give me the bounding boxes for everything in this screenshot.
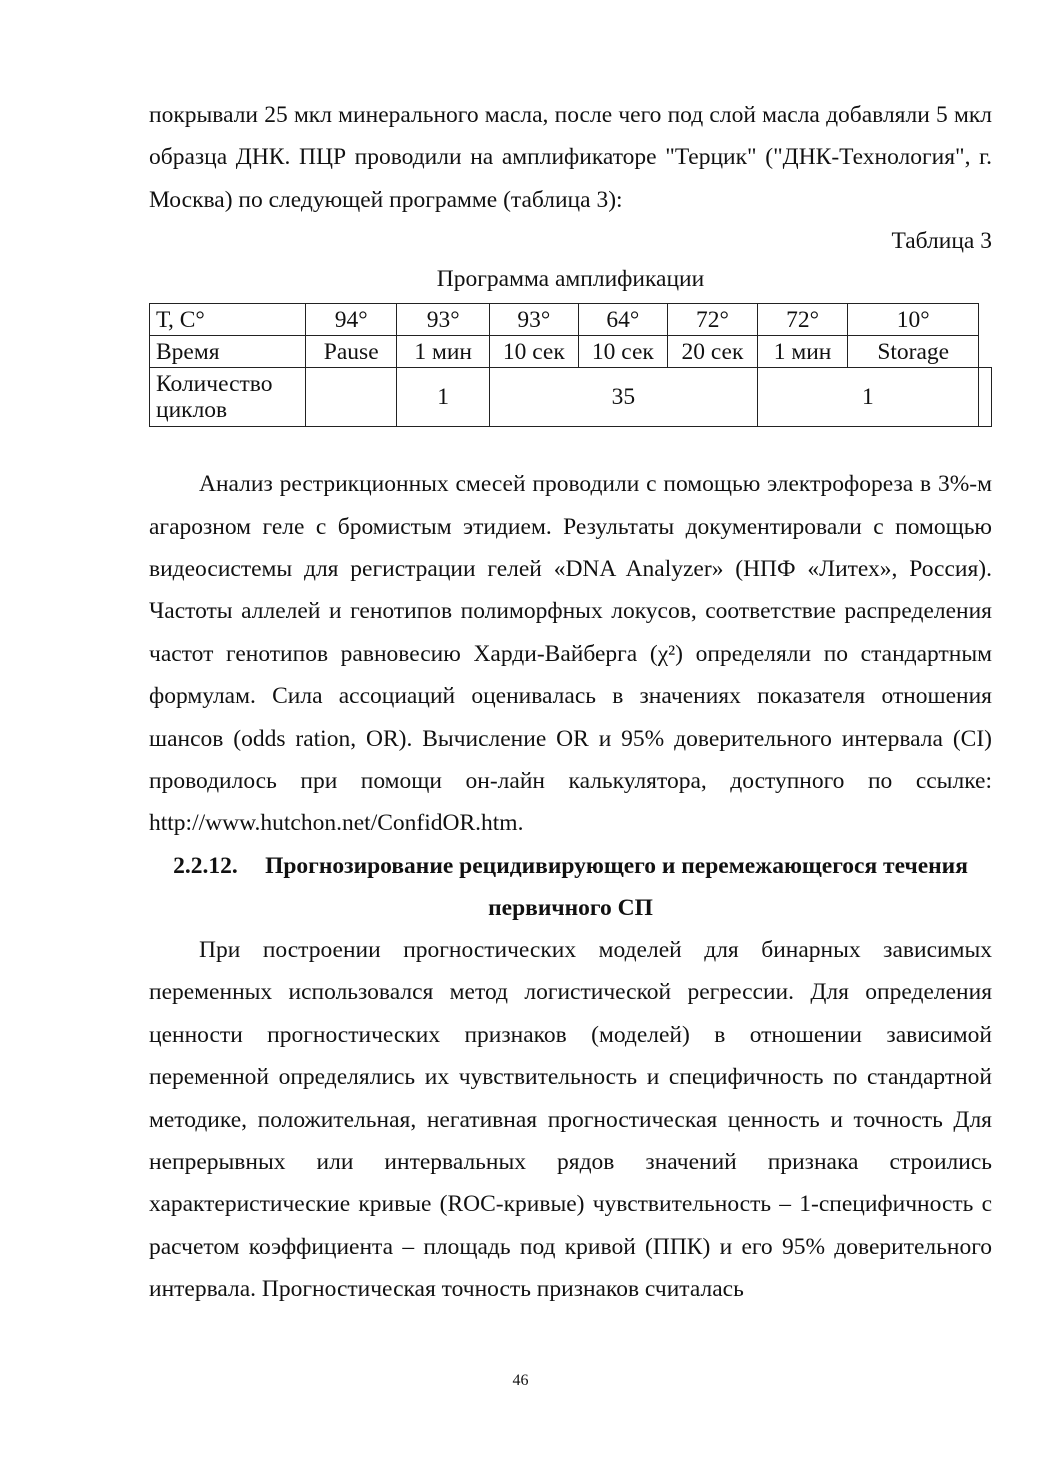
table-cell: 35 — [490, 368, 758, 427]
document-page — [149, 94, 992, 1311]
table-cell: Т, С° — [150, 304, 306, 336]
section-title-line2: первичного СП — [488, 894, 653, 921]
table-cell: 20 сек — [668, 336, 758, 368]
table-cell: 10 сек — [578, 336, 668, 368]
table-cell: 1 мин — [397, 336, 490, 368]
table-cell: 1 — [397, 368, 490, 427]
table-cell: 93° — [397, 304, 490, 336]
table-cell — [306, 368, 397, 427]
table-label: Таблица 3 — [891, 228, 992, 255]
cycles-label-line2: циклов — [156, 397, 228, 424]
section-heading — [149, 845, 992, 929]
table-row-temperature — [150, 304, 992, 336]
table-row-time — [150, 336, 992, 368]
table-cell: 93° — [490, 304, 579, 336]
section-heading-line1 — [149, 845, 992, 887]
table-cell-cycles-label — [150, 368, 306, 427]
table-cell: Storage — [848, 336, 979, 368]
paragraph-pcr: покрывали 25 мкл минерального масла, после чего под слой масла добавляли 5 мкл образца ДНК. ПЦР проводили на амплификаторе "Терцик" ("ДНК-Технология", г. Москва) по следующей программе (таблица 3): — [149, 102, 992, 213]
page-number: 46 — [512, 1372, 529, 1389]
table-cell — [979, 368, 992, 427]
table-cell: Pause — [306, 336, 397, 368]
table-cell: Время — [150, 336, 306, 368]
table-cell: 10° — [848, 304, 979, 336]
paragraph-prognosis: При построении прогностических моделей для бинарных зависимых переменных использовался метод логистической регрессии. Для определения ценности прогностических признаков (моделей) в отношении зависимой переменной определялись их чувствительность и специфичность по стандартной методике, положительная, негативная прогностическая ценность и точность Для непрерывных или интервальных рядов значений признака строились характеристические кривые (ROC-кривые) чувствительность – 1-специфичность с расчетом коэффициента – площадь под кривой (ППК) и его 95% доверительного интервала. Прогностическая точность признаков считалась — [149, 936, 992, 1303]
table-cell: 1 — [757, 368, 978, 427]
table-title: Программа амплификации — [436, 266, 705, 293]
table-row-cycles — [150, 368, 992, 427]
amplification-table — [149, 303, 992, 427]
table-cell: 94° — [306, 304, 397, 336]
table-cell: 64° — [578, 304, 668, 336]
table-cell: 72° — [757, 304, 848, 336]
table-cell: 1 мин — [757, 336, 848, 368]
table-cell: 10 сек — [490, 336, 579, 368]
section-title-line1: Прогнозирование рецидивирующего и перемежающегося течения — [265, 852, 968, 879]
table-cell: 72° — [668, 304, 758, 336]
section-number: 2.2.12. — [173, 852, 238, 879]
cycles-label-line1: Количество — [156, 371, 273, 398]
paragraph-analysis: Анализ рестрикционных смесей проводили с помощью электрофореза в 3%-м агарозном геле с бромистым этидием. Результаты документировали с помощью видеосистемы для регистрации гелей «DNA Analyzer» (НПФ «Литех», Россия). Частоты аллелей и генотипов полиморфных локусов, соответствие распределения частот генотипов равновесию Харди-Вайберга (χ²) определяли по стандартным формулам. Сила ассоциаций оценивалась в значениях показателя отношения шансов (odds ration, OR). Вычисление OR и 95% доверительного интервала (CI) проводилось при помощи он-лайн калькулятора, доступного по ссылке: http://www.hutchon.net/ConfidOR.htm. — [149, 471, 992, 837]
